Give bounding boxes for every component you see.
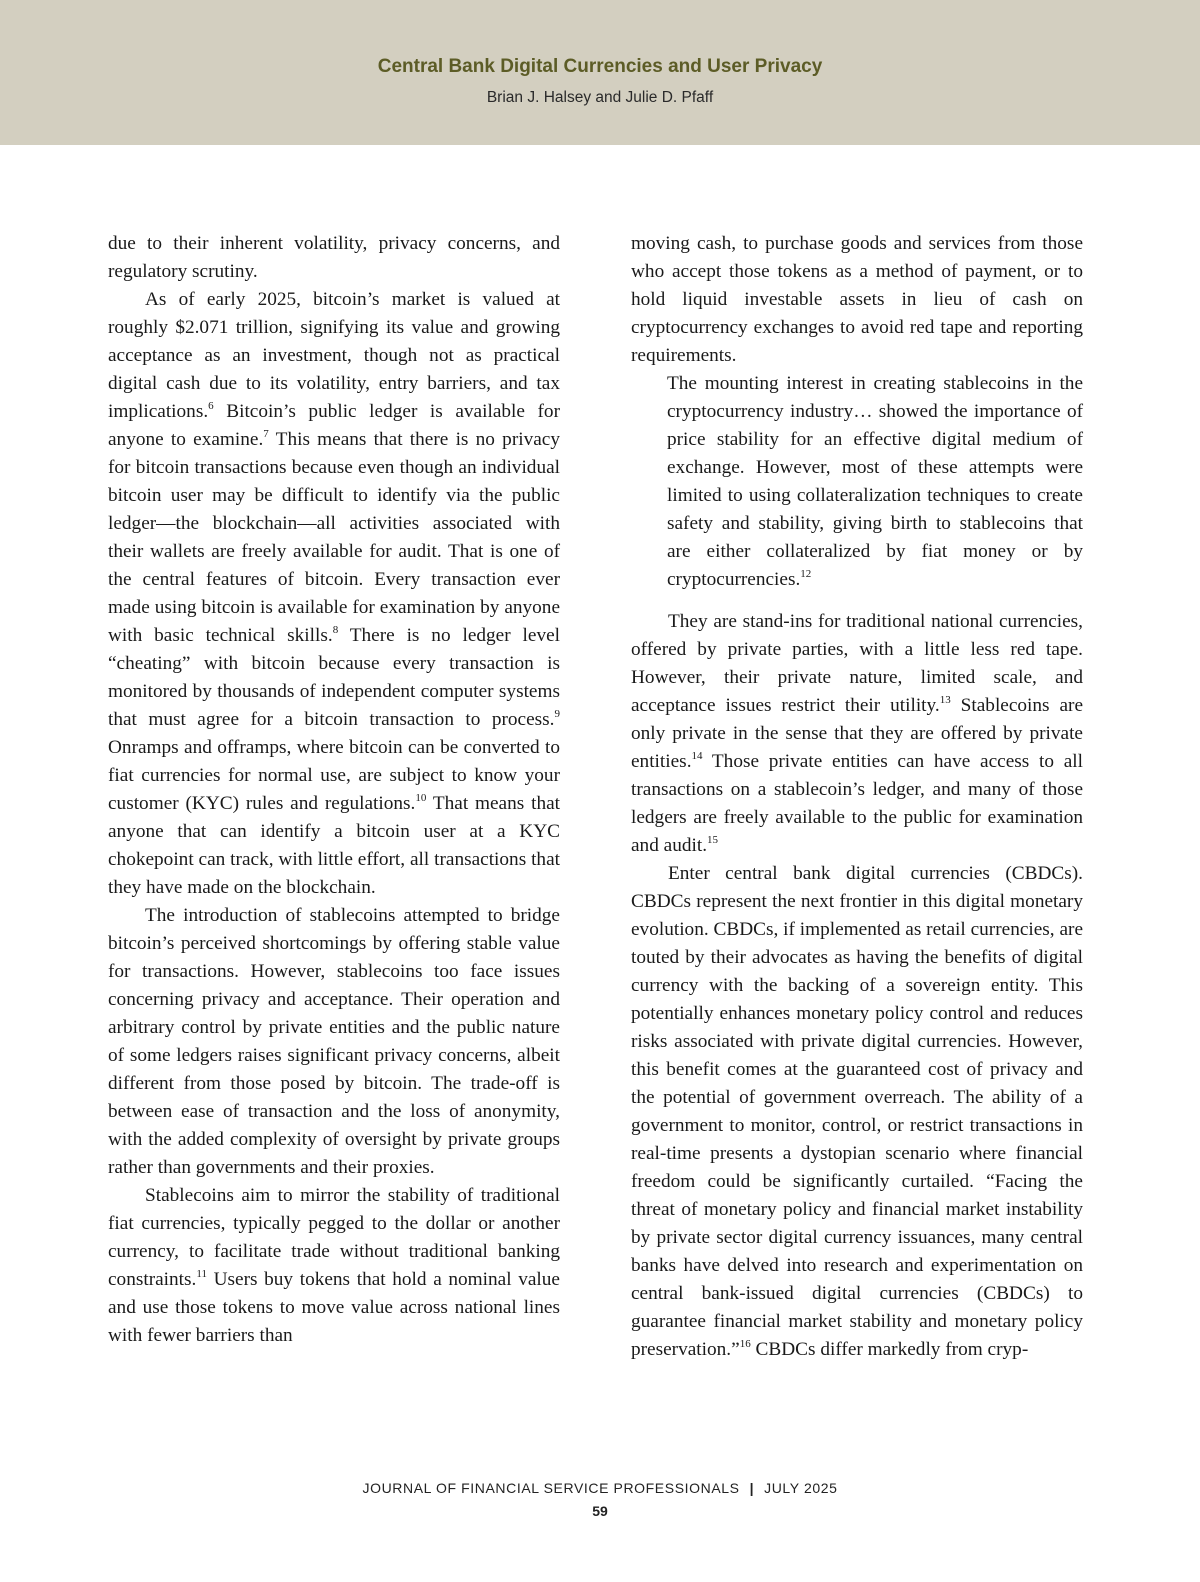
page-number: 59 <box>592 1503 608 1519</box>
right-column <box>631 230 1083 1364</box>
journal-name: JOURNAL OF FINANCIAL SERVICE PROFESSIONALS <box>362 1480 740 1496</box>
paragraph: moving cash, to purchase goods and services from those who accept those tokens as a method of payment, or to hold liquid investable assets in lieu of cash on cryptocurrency exchanges to avoid red tape and reporting requirements. <box>631 233 1083 366</box>
issue-date: JULY 2025 <box>764 1480 838 1496</box>
text-run: Onramps and offramps, where bitcoin can be converted to fiat currencies for normal use, are subject to know your customer (KYC) rules and regulations. <box>108 737 560 814</box>
paragraph: due to their inherent volatility, privacy concerns, and regulatory scrutiny. <box>108 233 560 282</box>
paragraph <box>108 1182 560 1350</box>
quote-text <box>667 370 1083 594</box>
footnote-ref: 16 <box>739 1338 751 1350</box>
article-title: Central Bank Digital Currencies and User Privacy <box>377 56 823 77</box>
footnote-ref: 11 <box>196 1268 207 1280</box>
footnote-ref: 6 <box>208 400 214 412</box>
text-run: Users buy tokens that hold a nominal value and use those tokens to move value across national lines with fewer barriers than <box>108 1269 560 1346</box>
block-quote <box>667 370 1083 594</box>
paragraph <box>631 608 1083 860</box>
running-header <box>0 0 1200 145</box>
text-run: As of early 2025, bitcoin’s market is valued at roughly $2.071 trillion, signifying its value and growing acceptance as an investment, though not as practical digital cash due to its volatility, entry barriers, and tax implications. <box>108 289 560 422</box>
footer-separator: | <box>749 1480 755 1496</box>
text-run: Bitcoin’s public ledger is available for anyone to examine. <box>108 401 560 450</box>
footnote-ref: 9 <box>554 708 560 720</box>
text-run: There is no ledger level “cheating” with bitcoin because every transaction is monitored by thousands of independent computer systems that must agree for a bitcoin transaction to process. <box>108 625 561 730</box>
footnote-ref: 8 <box>332 624 339 636</box>
footnote-ref: 13 <box>939 694 951 706</box>
paragraph <box>108 286 560 902</box>
paragraph: The introduction of stablecoins attempted to bridge bitcoin’s perceived shortcomings by offering stable value for transactions. However, stablecoins too face issues concerning privacy and acceptance. Their operation and arbitrary control by private entities and the public nature of some ledgers raises significant privacy concerns, albeit different from those posed by bitcoin. The trade-off is between ease of transaction and the loss of anonymity, with the added complexity of oversight by private groups rather than governments and their proxies. <box>108 905 560 1178</box>
text-run: Stablecoins aim to mirror the stability of traditional fiat currencies, typically pegged to the dollar or another currency, to facilitate trade without traditional banking constraints. <box>108 1185 560 1290</box>
text-run: This means that there is no privacy for bitcoin transactions because even though an individual bitcoin user may be difficult to identify via the public ledger—the blockchain—all activities associated with their wallets are freely available for audit. That is one of the central features of bitcoin. Every transaction ever made using bitcoin is available for examination by anyone with basic technical skills. <box>108 429 560 646</box>
text-run: Enter central bank digital currencies (CBDCs). CBDCs represent the next frontier in this digital monetary evolution. CBDCs, if implemented as retail currencies, are touted by their advocates as having the benefits of digital currency with the backing of a sovereign entity. This potentially enhances monetary policy control and reduces risks associated with private digital currencies. However, this benefit comes at the guaranteed cost of privacy and the potential of government overreach. The ability of a government to monitor, control, or restrict transactions in real-time presents a dystopian scenario where financial freedom could be significantly curtailed. “Facing the threat of monetary policy and financial market instability by private sector digital currency issuances, many central banks have delved into research and experimentation on central bank-issued digital currencies (CBDCs) to guarantee financial market stability and monetary policy preservation.” <box>631 863 1083 1360</box>
text-run: Stablecoins are only private in the sense that they are offered by private entities. <box>631 695 1083 772</box>
footnote-ref: 12 <box>800 568 812 580</box>
text-run: That means that anyone that can identify a bitcoin user at a KYC chokepoint can track, with little effort, all transactions that they have made on the blockchain. <box>108 793 560 898</box>
text-run: Those private entities can have access to all transactions on a stablecoin’s ledger, and many of those ledgers are freely available to the public for examination and audit. <box>631 751 1083 856</box>
article-authors: Brian J. Halsey and Julie D. Pfaff <box>486 89 714 106</box>
footnote-ref: 14 <box>691 750 703 762</box>
text-run: CBDCs differ markedly from cryp- <box>750 1339 1029 1360</box>
paragraph <box>631 860 1083 1364</box>
footnote-ref: 7 <box>263 428 269 440</box>
footer-journal-line <box>0 1480 1200 1496</box>
left-column <box>108 230 560 1350</box>
footnote-ref: 10 <box>415 792 427 804</box>
footnote-ref: 15 <box>707 834 719 846</box>
text-run: The mounting interest in creating stablecoins in the cryptocurrency industry… showed the importance of price stability for an effective digital medium of exchange. However, most of these attempts were limited to using collateralization techniques to create safety and stability, giving birth to stablecoins that are either collateralized by fiat money or by cryptocurrencies. <box>667 373 1083 590</box>
text-run: They are stand-ins for traditional national currencies, offered by private parties, with a little less red tape. However, their private nature, limited scale, and acceptance issues restrict their utility. <box>631 611 1083 716</box>
